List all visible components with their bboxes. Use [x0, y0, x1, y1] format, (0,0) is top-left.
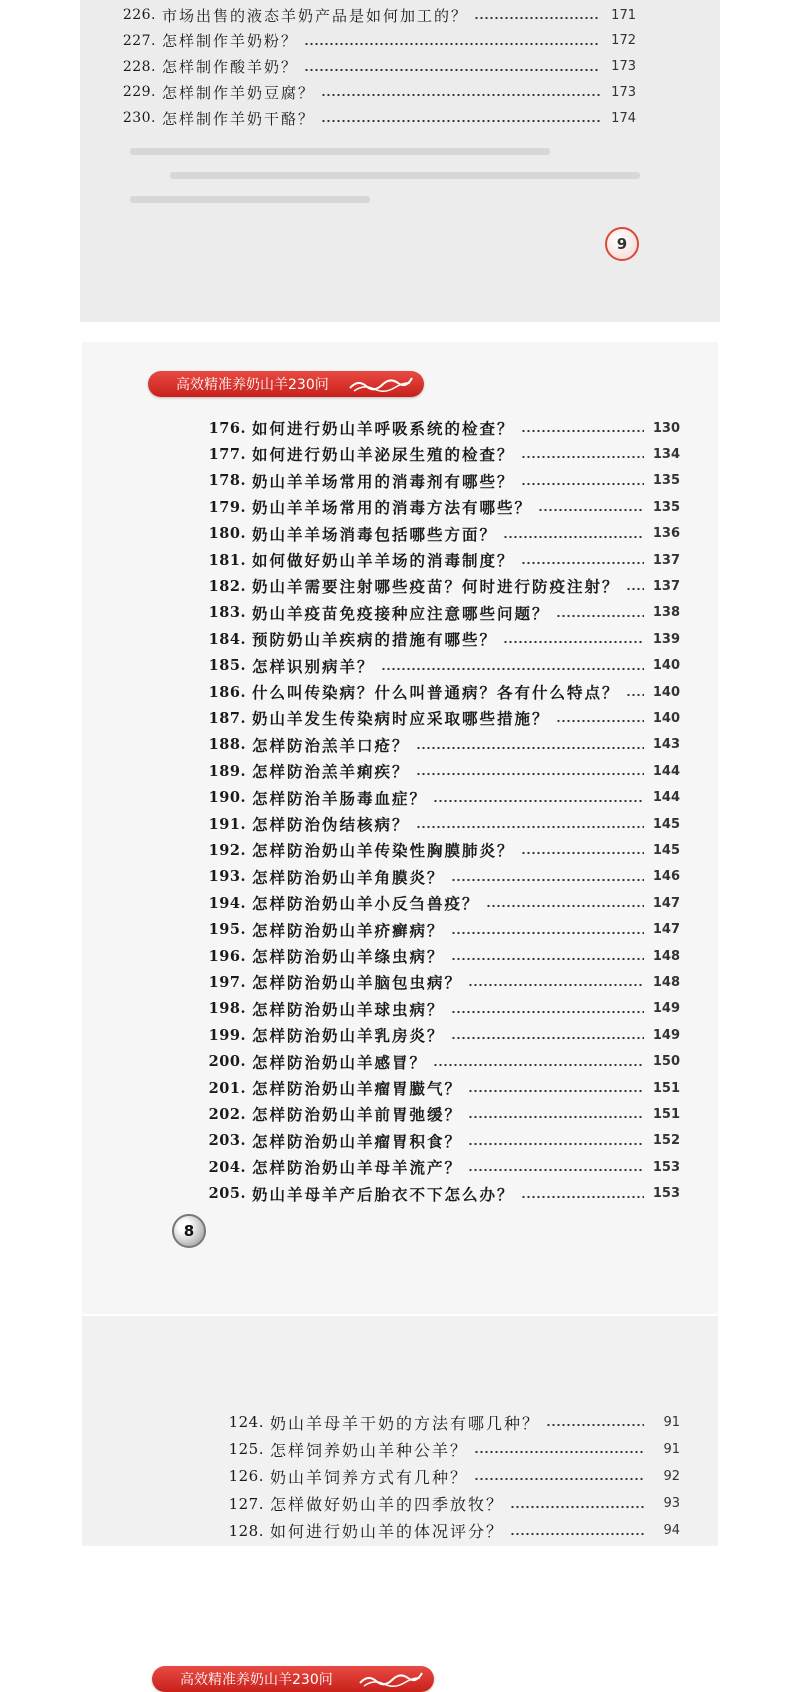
toc-page-partial: [82, 1316, 718, 1688]
toc-entry: [82, 521, 680, 547]
entry-number: 124.: [228, 1413, 264, 1431]
entry-number: 194.: [208, 894, 246, 912]
entry-title: 怎样防治奶山羊感冒？: [252, 1052, 428, 1072]
entry-page-number: 93: [663, 1496, 680, 1512]
toc-entry: [82, 837, 680, 863]
toc-entry: [80, 54, 636, 80]
entry-title: 怎样防治伪结核病？: [252, 815, 410, 834]
toc-entry: [82, 1491, 680, 1517]
entry-page-number: 137: [652, 552, 680, 568]
entry-page-number: 144: [652, 790, 680, 806]
toc-entry: [82, 705, 680, 731]
entry-number: 205.: [208, 1185, 246, 1203]
dot-leader: [433, 799, 644, 803]
entry-page-number: 139: [652, 631, 680, 647]
toc-entry: [82, 1128, 680, 1154]
toc-entry: [82, 917, 680, 943]
entry-page-number: 153: [652, 1186, 680, 1202]
entry-title: 怎样制作羊奶豆腐？: [162, 83, 316, 102]
entry-number: 230.: [122, 110, 156, 127]
entry-title: 怎样防治奶山羊脑包虫病？: [252, 973, 463, 993]
toc-entry: [82, 1436, 680, 1462]
entry-page-number: 140: [652, 658, 680, 674]
entry-title: 怎样防治奶山羊绦虫病？: [252, 947, 445, 966]
toc-page-8: [82, 342, 718, 1314]
entry-number: 203.: [208, 1132, 246, 1150]
toc-entry: [82, 785, 680, 811]
toc-entry: [82, 547, 680, 573]
entry-number: 182.: [208, 577, 246, 595]
toc-entry: [82, 732, 680, 758]
wave-ornament-icon: [348, 375, 414, 393]
entry-number: 179.: [208, 498, 246, 516]
entry-number: 185.: [208, 657, 246, 675]
toc-entry: [82, 600, 680, 626]
toc-entry: [82, 864, 680, 890]
entry-number: 178.: [208, 472, 246, 490]
entry-page-number: 145: [652, 842, 680, 858]
toc-entry: [82, 468, 680, 494]
entry-title: 怎样识别病羊？: [252, 656, 375, 676]
entry-title: 奶山羊母羊产后胎衣不下怎么办？: [252, 1184, 515, 1204]
entry-page-number: 130: [652, 420, 680, 436]
dot-leader: [474, 16, 600, 20]
dot-leader: [521, 455, 644, 459]
book-title-banner: [148, 371, 424, 397]
entry-page-number: 137: [652, 578, 680, 594]
entry-number: 198.: [208, 1000, 246, 1018]
entry-title: 奶山羊疫苗免疫接种应注意哪些问题？: [252, 603, 550, 623]
entry-page-number: 152: [652, 1133, 680, 1149]
entry-title: 奶山羊羊场常用的消毒剂有哪些？: [252, 471, 515, 491]
entry-page-number: 174: [611, 110, 636, 126]
entry-number: 193.: [208, 868, 246, 886]
entry-title: 如何进行奶山羊呼吸系统的检查？: [252, 419, 515, 438]
entry-number: 197.: [208, 973, 246, 991]
book-title: 高效精准养奶山羊230问: [180, 1672, 333, 1688]
entry-number: 199.: [208, 1026, 246, 1044]
entry-page-number: 140: [652, 710, 680, 726]
entry-number: 204.: [208, 1158, 246, 1176]
entry-number: 126.: [228, 1467, 264, 1486]
entry-title: 怎样防治奶山羊母羊流产？: [252, 1158, 463, 1178]
toc-entry: [82, 1022, 680, 1048]
entry-number: 180.: [208, 525, 246, 543]
wave-ornament-icon: [358, 1670, 424, 1688]
dot-leader: [468, 983, 644, 987]
entry-title: 怎样防治奶山羊角膜炎？: [252, 867, 445, 887]
entry-page-number: 173: [611, 84, 636, 100]
entry-page-number: 135: [652, 473, 680, 489]
dot-leader: [451, 878, 644, 882]
entry-number: 228.: [122, 58, 156, 75]
entry-number: 181.: [208, 551, 246, 569]
toc-entry: [82, 1075, 680, 1101]
entry-page-number: 92: [663, 1468, 680, 1484]
entry-title: 如何进行奶山羊的体况评分？: [270, 1522, 505, 1542]
dot-leader: [474, 1477, 644, 1481]
dot-leader: [451, 931, 644, 935]
entry-number: 202.: [208, 1105, 246, 1123]
bleed-through-line: [130, 148, 550, 155]
dot-leader: [626, 693, 644, 697]
entry-number: 190.: [208, 789, 246, 807]
entry-title: 奶山羊发生传染病时应采取哪些措施？: [252, 709, 550, 729]
entry-page-number: 147: [652, 922, 680, 938]
toc-entry: [82, 1409, 680, 1435]
entry-title: 怎样防治羔羊痢疾？: [252, 762, 410, 782]
entry-number: 177.: [208, 445, 246, 463]
entry-title: 怎样防治奶山羊传染性胸膜肺炎？: [252, 841, 515, 861]
toc-entry: [82, 573, 680, 599]
dot-leader: [451, 957, 644, 961]
toc-entry: [82, 441, 680, 467]
entry-number: 127.: [228, 1494, 264, 1513]
entry-page-number: 134: [652, 446, 680, 462]
entry-page-number: 151: [652, 1080, 680, 1096]
toc-entry: [82, 1101, 680, 1127]
entry-page-number: 138: [652, 605, 680, 621]
dot-leader: [521, 561, 644, 565]
entry-number: 125.: [228, 1440, 264, 1459]
entry-title: 怎样防治奶山羊瘤胃积食？: [252, 1131, 463, 1151]
entry-number: 192.: [208, 841, 246, 859]
dot-leader: [451, 1036, 644, 1040]
entry-title: 怎样饲养奶山羊种公羊？: [270, 1440, 469, 1460]
dot-leader: [433, 1063, 644, 1067]
toc-entry: [82, 415, 680, 441]
dot-leader: [468, 1142, 644, 1146]
entry-title: 预防奶山羊疾病的措施有哪些？: [252, 630, 498, 650]
dot-leader: [503, 535, 644, 539]
dot-leader: [381, 667, 644, 671]
entry-number: 128.: [228, 1521, 264, 1540]
entry-title: 怎样防治奶山羊疥癣病？: [252, 920, 445, 940]
entry-page-number: 91: [663, 1441, 680, 1457]
entry-number: 184.: [208, 630, 246, 648]
dot-leader: [474, 1450, 644, 1454]
entry-page-number: 153: [652, 1159, 680, 1175]
entry-title: 怎样制作羊奶粉？: [162, 32, 299, 51]
entry-page-number: 145: [652, 816, 680, 832]
dot-leader: [304, 68, 600, 72]
entry-page-number: 140: [652, 684, 680, 700]
toc-entry: [82, 758, 680, 784]
dot-leader: [416, 825, 644, 829]
entry-page-number: 172: [611, 33, 636, 49]
entry-title: 怎样防治羊肠毒血症？: [252, 788, 428, 808]
book-title-banner: [152, 1666, 434, 1692]
entry-page-number: 147: [652, 895, 680, 911]
dot-leader: [468, 1168, 644, 1172]
dot-leader: [521, 482, 644, 486]
entry-number: 226.: [122, 7, 156, 23]
entry-number: 227.: [122, 32, 156, 49]
entry-title: 怎样防治奶山羊前胃弛缓？: [252, 1105, 463, 1125]
toc-entry: [82, 653, 680, 679]
entry-page-number: 91: [663, 1414, 680, 1430]
toc-entry: [82, 1154, 680, 1180]
entry-title: 怎样防治羔羊口疮？: [252, 735, 410, 755]
entry-number: 183.: [208, 604, 246, 622]
entry-page-number: 149: [652, 1001, 680, 1017]
dot-leader: [556, 614, 644, 618]
entry-page-number: 135: [652, 499, 680, 515]
entry-page-number: 136: [652, 526, 680, 542]
entry-title: 怎样防治奶山羊小反刍兽疫？: [252, 894, 480, 914]
toc-entry: [82, 494, 680, 520]
entry-page-number: 173: [611, 59, 636, 75]
entry-number: 196.: [208, 947, 246, 965]
toc-page-9: [80, 0, 720, 322]
dot-leader: [626, 587, 644, 591]
dot-leader: [546, 1423, 644, 1427]
entry-title: 如何做好奶山羊羊场的消毒制度？: [252, 551, 515, 570]
entry-title: 如何进行奶山羊泌尿生殖的检查？: [252, 445, 515, 465]
entry-title: 奶山羊母羊干奶的方法有哪几种？: [270, 1413, 541, 1433]
toc-entry: [80, 105, 636, 131]
dot-leader: [451, 1010, 644, 1014]
toc-entry: [82, 943, 680, 969]
entry-page-number: 144: [652, 763, 680, 779]
toc-entry: [82, 679, 680, 705]
entry-number: 187.: [208, 709, 246, 727]
entry-title: 怎样防治奶山羊瘤胃臌气？: [252, 1079, 463, 1098]
dot-leader: [556, 719, 644, 723]
toc-entry: [80, 28, 636, 54]
entry-title: 怎样制作酸羊奶？: [162, 58, 299, 77]
entry-number: 191.: [208, 815, 246, 833]
entry-title: 怎样做好奶山羊的四季放牧？: [270, 1495, 505, 1515]
entry-number: 188.: [208, 736, 246, 754]
toc-entry: [82, 969, 680, 995]
entry-number: 186.: [208, 683, 246, 701]
entry-title: 怎样防治奶山羊乳房炎？: [252, 1026, 445, 1046]
entry-page-number: 143: [652, 737, 680, 753]
dot-leader: [510, 1505, 644, 1509]
toc-entry: [82, 1181, 680, 1207]
toc-entry: [80, 2, 636, 28]
dot-leader: [510, 1532, 644, 1536]
toc-entry: [82, 1049, 680, 1075]
bleed-through-line: [170, 172, 640, 179]
toc-entry: [82, 811, 680, 837]
dot-leader: [304, 42, 600, 46]
entry-number: 200.: [208, 1053, 246, 1071]
dot-leader: [321, 93, 600, 97]
entry-page-number: 148: [652, 948, 680, 964]
entry-page-number: 148: [652, 974, 680, 990]
dot-leader: [468, 1089, 644, 1093]
entry-page-number: 151: [652, 1106, 680, 1122]
entry-title: 什么叫传染病？什么叫普通病？各有什么特点？: [252, 683, 620, 702]
dot-leader: [416, 772, 644, 776]
entry-title: 奶山羊羊场常用的消毒方法有哪些？: [252, 498, 533, 518]
entry-page-number: 146: [652, 869, 680, 885]
entry-page-number: 94: [663, 1523, 680, 1539]
entry-number: 195.: [208, 921, 246, 939]
toc-entry: [82, 996, 680, 1022]
page-number-badge: 9: [605, 227, 639, 261]
entry-title: 奶山羊羊场消毒包括哪些方面？: [252, 524, 498, 544]
toc-entry: [82, 1518, 680, 1544]
dot-leader: [521, 429, 644, 433]
toc-entry: [82, 890, 680, 916]
entry-page-number: 149: [652, 1027, 680, 1043]
entry-number: 189.: [208, 762, 246, 780]
entry-page-number: 150: [652, 1054, 680, 1070]
entry-title: 奶山羊需要注射哪些疫苗？何时进行防疫注射？: [252, 577, 620, 597]
dot-leader: [321, 119, 600, 123]
toc-entry: [80, 79, 636, 105]
entry-page-number: 171: [611, 7, 636, 23]
dot-leader: [538, 508, 644, 512]
dot-leader: [521, 1195, 644, 1199]
entry-title: 怎样制作羊奶干酪？: [162, 109, 316, 128]
dot-leader: [521, 851, 644, 855]
bleed-through-line: [130, 196, 370, 203]
toc-entry: [82, 626, 680, 652]
entry-title: 奶山羊饲养方式有几种？: [270, 1467, 469, 1487]
entry-title: 怎样防治奶山羊球虫病？: [252, 999, 445, 1019]
dot-leader: [416, 746, 644, 750]
entry-number: 201.: [208, 1079, 246, 1097]
dot-leader: [486, 904, 644, 908]
entry-title: 市场出售的液态羊奶产品是如何加工的？: [162, 6, 469, 25]
entry-number: 229.: [122, 84, 156, 101]
dot-leader: [468, 1115, 644, 1119]
entry-number: 176.: [208, 419, 246, 437]
toc-entry: [82, 1463, 680, 1489]
page-number-badge: 8: [172, 1214, 206, 1248]
book-title: 高效精准养奶山羊230问: [176, 377, 329, 393]
dot-leader: [503, 640, 644, 644]
